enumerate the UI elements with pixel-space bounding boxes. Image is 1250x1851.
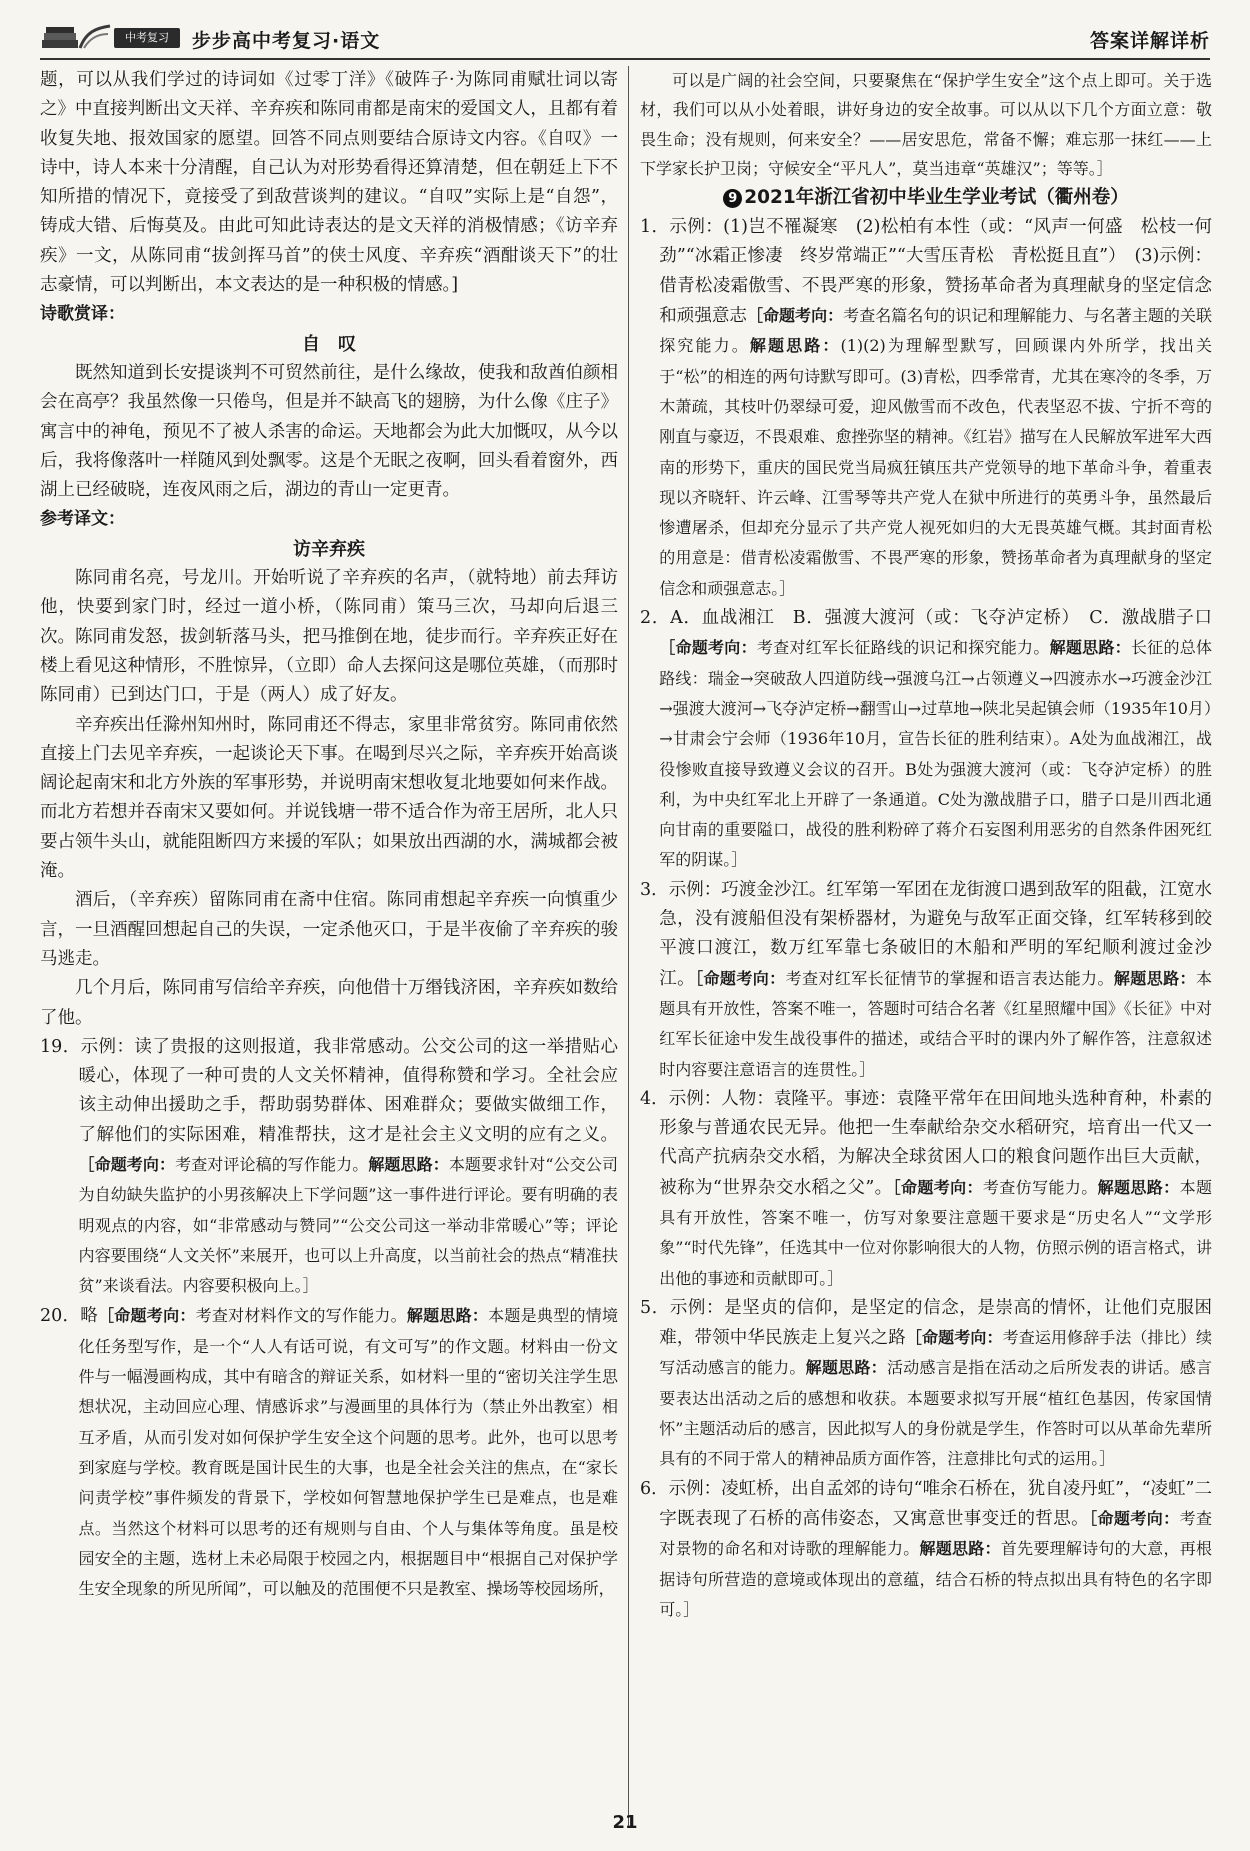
analysis-label: ［命题考向： (659, 638, 757, 658)
analysis-text: 首先要理解诗句的大意，再根据诗句所营造的意境或体现出的意蕴，结合石桥的特点拟出具有特色的名字即可。］ (659, 1539, 1212, 1619)
analysis-label: ［命题考向： (78, 1154, 176, 1174)
publisher-logo (40, 22, 180, 52)
analysis-text: 考查对评论稿的写作能力。 (175, 1154, 369, 1174)
answer-5 (640, 1294, 1212, 1475)
analysis-label: ［命题考向： (98, 1306, 196, 1326)
analysis-label: ［命题考向： (695, 968, 786, 988)
poem-translation: 既然知道到长安提谈判不可贸然前往，是什么缘故，使我和敌酋伯颜相会在高亭？我虽然像一只倦鸟，但是并不缺高飞的翅膀，为什么像《庄子》寓言中的神龟，预见不了被人杀害的命运。天地都会为此大加慨叹，从今以后，我将像落叶一样随风到处飘零。这是个无眠之夜啊，回头看着窗外，西湖上已经破晓，连夜风雨之后，湖边的青山一定更青。 (40, 362, 618, 501)
analysis-text: 本题具有开放性，答案不唯一，答题时可结合名著《红星照耀中国》《长征》中对红军长征途中发生战役事件的描述，或结合平时的课内外了解作答，注意叙述时内容要注意语言的连贯性。］ (659, 968, 1212, 1079)
page-number: 21 (612, 1812, 638, 1833)
analysis-text: 本题是典型的情境化任务型写作，是一个“人人有话可说，有文可写”的作文题。材料由一份文件与一幅漫画构成，其中有暗含的辩证关系，如材料一里的“密切关注学生思想状况，主动回应心理、情感诉求”与漫画里的具体行为（禁止外出教室）相互矛盾，从而引发对如何保护学生安全这个问题的思考。此外，也可以思考到家庭与学校。教育既是国计民生的大事，也是全社会关注的焦点，在“家长问责学校”事件频发的背景下，学校如何智慧地保护学生已是难点，也是难点。当然这个材料可以思考的还有规则与自由、个人与集体等角度。虽是校园安全的主题，选材上未必局限于校园之内，根据题目中“根据自己对保护学生安全现象的所见所闻”，可以触及的范围便不只是教室、操场等校园场所， (78, 1306, 618, 1599)
analysis-label: 解题思路： (1097, 1177, 1180, 1197)
analysis-label: 解题思路： (749, 336, 841, 356)
analysis-label: ［命题考向： (892, 1177, 983, 1197)
answer-continuation: 题，可以从我们学过的诗词如《过零丁洋》《破阵子·为陈同甫赋壮词以寄之》中直接判断出文天祥、辛弃疾和陈同甫都是南宋的爱国文人，且都有着收复失地、报效国家的愿望。回答不同点则要结合原诗文内容。《自叹》一诗中，诗人本来十分清醒，自己认为对形势看得还算清楚，但在朝廷上下不知所措的情况下，竟接受了到敌营谈判的建议。“自叹”实际上是“自怨”，铸成大错、后悔莫及。由此可知此诗表达的是文天祥的消极情感；《访辛弃疾》一文，从陈同甫“拔剑挥马首”的侠士风度、辛弃疾“酒酣谈天下”的壮志豪情，可以判断出，本文表达的是一种积极的情感。] (40, 70, 618, 296)
logo-badge: 中考复习 (114, 28, 180, 48)
translation-paragraph: 辛弃疾出任滁州知州时，陈同甫还不得志，家里非常贫穷。陈同甫依然直接上门去见辛弃疾，一起谈论天下事。在喝到尽兴之际，辛弃疾开始高谈阔论起南宋和北方外族的军事形势，并说明南宋想收复北地要如何来作战。而北方若想并吞南宋又要如何。并说钱塘一带不适合作为帝王居所，北人只要占领牛头山，就能阻断四方来援的军队；如果放出西湖的水，满城都会被淹。 (40, 714, 618, 882)
analysis-label: 解题思路： (1113, 968, 1196, 988)
translation-paragraph: 酒后，（辛弃疾）留陈同甫在斋中住宿。陈同甫想起辛弃疾一向慎重少言，一旦酒醒回想起自己的失误，一定杀他灭口，于是半夜偷了辛弃疾的骏马逃走。 (40, 890, 618, 969)
analysis-text: 长征的总体路线：瑞金→突破敌人四道防线→强渡乌江→占领遵义→四渡赤水→巧渡金沙江→强渡大渡河→飞夺泸定桥→翻雪山→过草地→陕北吴起镇会师（1935年10月）→甘肃会宁会师（1936年10月，宣告长征的胜利结束）。A处为血战湘江，战役惨败直接导致遵义会议的召开。B处为强渡大渡河（或：飞夺泸定桥）的胜利，为中央红军北上开辟了一条通道。C处为激战腊子口，腊子口是川西北通向甘南的重要隘口，战役的胜利粉碎了蒋介石妄图利用恶劣的自然条件困死红军的阴谋。］ (659, 638, 1212, 870)
answer-3 (640, 876, 1212, 1085)
analysis-text: 本题具有开放性，答案不唯一，仿写对象要注意题干要求是“历史名人”“文学形象”“时代先锋”，任选其中一位对你影响很大的人物，仿照示例的语言格式，讲出他的事迹和贡献即可。］ (659, 1177, 1212, 1288)
answer-3-text: 3．示例：巧渡金沙江。红军第一军团在龙街渡口遇到敌军的阻截，江宽水急，没有渡船但没有架桥器材，为避免与敌军正面交锋，红军转移到皎平渡口渡江，数万红军靠七条破旧的木船和严明的军纪顺利渡过金沙江。 (640, 879, 1212, 989)
analysis-text: 考查对红军长征路线的识记和探究能力。 (756, 638, 1050, 658)
analysis-text: 考查对红军长征情节的掌握和语言表达能力。 (785, 968, 1114, 988)
analysis-label: 解题思路： (805, 1358, 887, 1378)
answer-2-text: 2．A．血战湘江 B．强渡大渡河（或：飞夺泸定桥） C．激战腊子口 (640, 608, 1212, 629)
exam-title (640, 183, 1212, 213)
poem-title: 自 叹 (302, 333, 356, 355)
left-column (40, 66, 618, 1604)
reference-translation-label: 参考译文： (40, 509, 125, 530)
answer-4-text: 4．示例：人物：袁隆平。事迹：袁隆平常年在田间地头选种育种，朴素的形象与普通农民无异。他把一生奉献给杂交水稻研究，培育出一代又一代高产抗病杂交水稻，为解决全球贫困人口的粮食问题作出巨大贡献，被称为“世界杂交水稻之父”。 (640, 1088, 1212, 1198)
answer-2 (640, 604, 1212, 876)
answer-5-text: 5．示例：是坚贞的信仰，是坚定的信念，是崇高的情怀，让他们克服困难，带领中华民族走上复兴之路 (640, 1297, 1212, 1349)
right-column (640, 66, 1212, 1625)
page-header (40, 18, 1210, 62)
analysis-label: 解题思路： (919, 1539, 1001, 1559)
answer-1-text: 1．示例：(1)岂不罹凝寒 (2)松柏有本性（或：“风声一何盛 松枝一何劲”“冰霜正惨凄 终岁常端正”“大雪压青松 青松挺且直”） (3)示例：借青松凌霜傲雪、不畏严寒的形象，赞扬革命者为真理献身的坚定信念和顽强意志 (640, 217, 1212, 327)
answer-continuation: 可以是广阔的社会空间，只要聚焦在“保护学生安全”这个点上即可。关于选材，我们可以从小处着眼，讲好身边的安全故事。可以从以下几个方面立意：敬畏生命；没有规则，何来安全？——居安思危，常备不懈；难忘那一抹红——上下学家长护卫岗；守候安全“平凡人”，莫当违章“英雄汉”；等等。］ (640, 71, 1212, 178)
answer-20-text: 20．略 (40, 1306, 99, 1327)
book-stack-icon (40, 22, 112, 52)
section-title: 答案详解详析 (1089, 30, 1210, 52)
analysis-text: 考查仿写能力。 (982, 1177, 1098, 1197)
answer-1 (640, 213, 1212, 604)
book-title: 步步高中考复习·语文 (192, 30, 381, 52)
answer-19 (40, 1033, 618, 1302)
analysis-label: ［命题考向： (746, 306, 844, 326)
analysis-text: 考查对景物的命名和对诗歌的理解能力。 (659, 1508, 1212, 1559)
answer-6 (640, 1475, 1212, 1625)
analysis-label: ［命题考向： (1089, 1508, 1180, 1528)
analysis-text: 考查运用修辞手法（排比）续写活动感言的能力。 (659, 1328, 1212, 1378)
translation-paragraph: 几个月后，陈同甫写信给辛弃疾，向他借十万缗钱济困，辛弃疾如数给了他。 (40, 978, 618, 1028)
header-rule (40, 58, 1210, 60)
analysis-label: ［命题考向： (905, 1328, 1003, 1348)
answer-6-text: 6．示例：凌虹桥，出自孟郊的诗句“唯余石桥在，犹自凌丹虹”，“凌虹”二字既表现了石桥的高伟姿态，又寓意世事变迁的哲思。 (640, 1478, 1212, 1529)
answer-4 (640, 1085, 1212, 1294)
poem-appreciation-label: 诗歌赏译： (40, 304, 125, 325)
analysis-text: 考查对材料作文的写作能力。 (195, 1306, 407, 1326)
translation-title: 访辛弃疾 (293, 538, 365, 560)
answer-19-text: 19．示例：读了贵报的这则报道，我非常感动。公交公司的这一举措贴心暖心，体现了一种可贵的人文关怀精神，值得称赞和学习。全社会应该主动伸出援助之手，帮助弱势群体、困难群众；要做实做细工作，了解他们的实际困难，精准帮扶，这才是社会主义文明的应有之义。 (40, 1036, 618, 1145)
analysis-text: 考查名篇名句的识记和理解能力、与名著主题的关联探究能力。 (659, 306, 1212, 356)
analysis-label: 解题思路： (406, 1306, 489, 1326)
translation-paragraph: 陈同甫名亮，号龙川。开始听说了辛弃疾的名声，（就特地）前去拜访他，快要到家门时，经过一道小桥，（陈同甫）策马三次，马却向后退三次。陈同甫发怒，拔剑斩落马头，把马推倒在地，徒步而行。辛弃疾正好在楼上看见这种情形，不胜惊异，（立即）命人去探问这是哪位英雄，（而那时陈同甫）已到达门口，于是（两人）成了好友。 (40, 568, 618, 706)
analysis-label: 解题思路： (1049, 638, 1131, 658)
analysis-label: 解题思路： (368, 1154, 449, 1174)
column-divider (628, 66, 629, 1826)
answer-20 (40, 1301, 618, 1604)
analysis-text: 本题要求针对“公交公司为自幼缺失监护的小男孩解决上下学问题”这一事件进行评论。要有明确的表明观点的内容，如“非常感动与赞同”“公交公司这一举动非常暖心”等；评论内容要围绕“人文关怀”来展开，也可以上升高度，以当前社会的热点“精准扶贫”来谈看法。内容要积极向上。］ (78, 1154, 618, 1296)
analysis-text: (1)(2)为理解型默写，回顾课内外所学，找出关于“松”的相连的两句诗默写即可。(3)青松，四季常青，尤其在寒冷的冬季，万木萧疏，其枝叶仍翠绿可爱，迎风傲雪而不改色，代表坚忍不拔、宁折不弯的刚直与豪迈，不畏艰难、愈挫弥坚的精神。《红岩》描写在人民解放军进军大西南的形势下，重庆的国民党当局疯狂镇压共产党领导的地下革命斗争，着重表现以齐晓轩、许云峰、江雪琴等共产党人在狱中所进行的英勇斗争，虽然最后惨遭屠杀，但却充分显示了共产党人视死如归的大无畏英雄气概。其封面青松的用意是：借青松凌霜傲雪、不畏严寒的形象，赞扬革命者为真理献身的坚定信念和顽强意志。］ (659, 336, 1212, 598)
analysis-text: 活动感言是指在活动之后所发表的讲话。感言要表达出活动之后的感想和收获。本题要求拟写开展“植红色基因，传家国情怀”主题活动后的感言，因此拟写人的身份就是学生，作答时可以从革命先辈所具有的不同于常人的精神品质方面作答，注意排比句式的运用。］ (659, 1358, 1212, 1469)
exam-number-badge: 9 (723, 189, 742, 208)
exam-title-text: 2021年浙江省初中毕业生学业考试（衢州卷） (744, 187, 1129, 209)
